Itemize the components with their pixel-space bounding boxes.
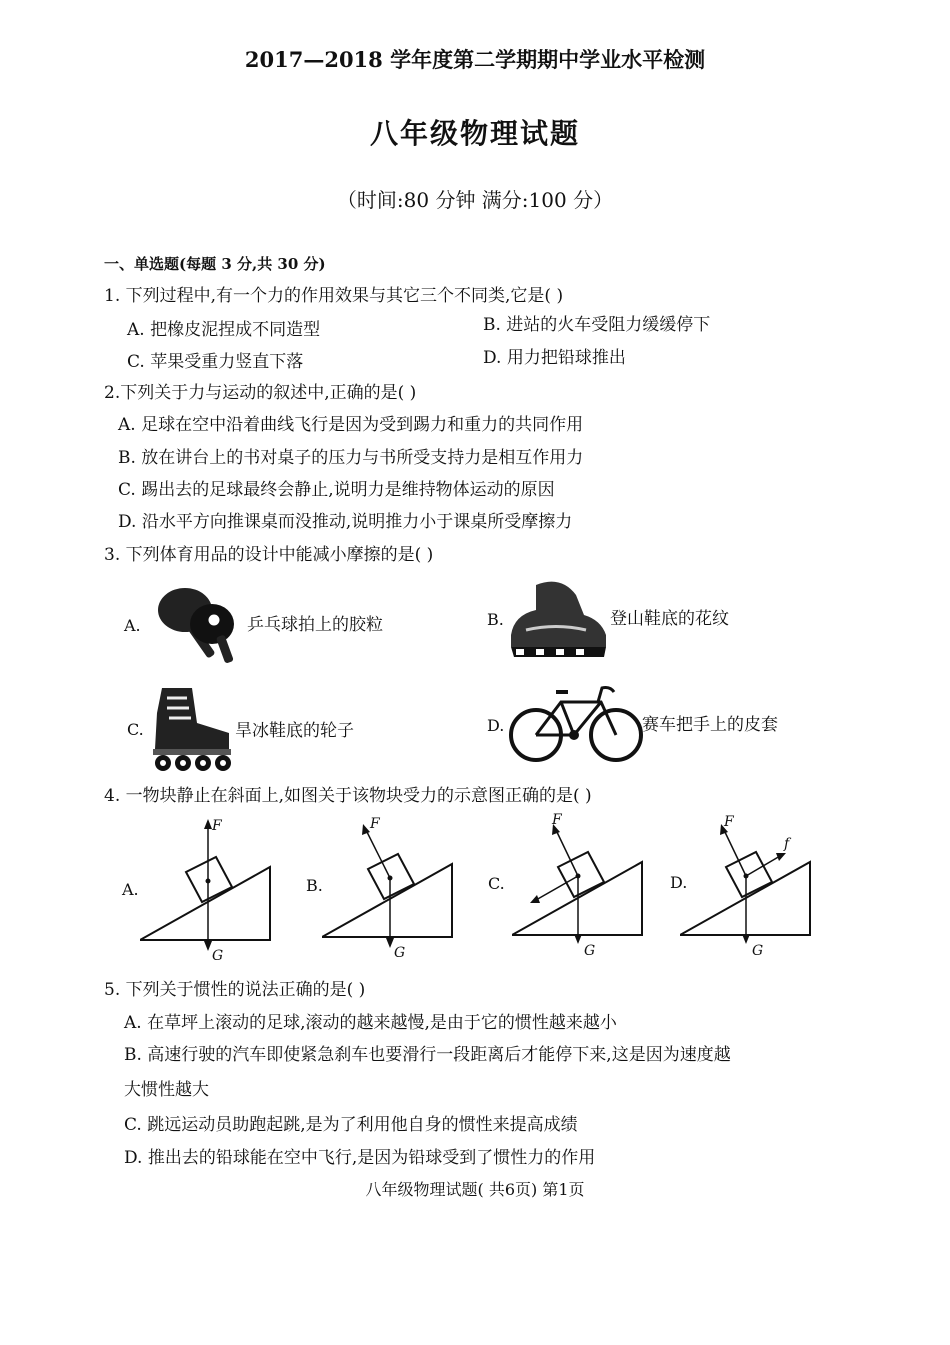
q3-option-d-label: D.	[487, 716, 505, 735]
q5-option-a: A. 在草坪上滚动的足球,滚动的越来越慢,是由于它的惯性越来越小	[124, 1013, 617, 1033]
exam-title: 八年级物理试题	[369, 117, 580, 150]
q1-option-c: C. 苹果受重力竖直下落	[127, 352, 304, 372]
page-footer: 八年级物理试题( 共6页) 第1页	[365, 1180, 585, 1199]
q5-option-d: D. 推出去的铅球能在空中飞行,是因为铅球受到了惯性力的作用	[124, 1148, 596, 1168]
q5-option-b-line1: B. 高速行驶的汽车即使紧急刹车也要滑行一段距离后才能停下来,这是因为速度越	[124, 1045, 731, 1065]
q4-option-d-label: D.	[670, 873, 688, 892]
q4-stem: 4. 一物块静止在斜面上,如图关于该物块受力的示意图正确的是( )	[104, 786, 592, 806]
q4-d-force-g-label: G	[752, 943, 764, 959]
hiking-shoe-icon	[506, 575, 611, 665]
q4-c-force-g-label: G	[584, 943, 596, 959]
bicycle-icon	[506, 680, 646, 765]
q4-b-force-f-label: F	[370, 816, 380, 832]
q5-option-c: C. 跳远运动员助跑起跳,是为了利用他自身的惯性来提高成绩	[124, 1115, 578, 1135]
q4-option-a-label: A.	[122, 880, 139, 899]
q4-c-force-f-label: F	[552, 812, 562, 828]
q4-d-force-f-label: F	[724, 814, 734, 830]
q4-diagram-d	[680, 810, 820, 960]
q1-option-d: D. 用力把铅球推出	[483, 348, 626, 368]
ping-pong-paddle-icon	[150, 580, 245, 665]
q1-option-a: A. 把橡皮泥捏成不同造型	[127, 320, 321, 340]
q3-option-b-text: 登山鞋底的花纹	[610, 609, 729, 629]
q2-option-a: A. 足球在空中沿着曲线飞行是因为受到踢力和重力的共同作用	[118, 415, 584, 435]
q5-stem: 5. 下列关于惯性的说法正确的是( )	[104, 980, 366, 1000]
exam-term: 2017—2018 学年度第二学期期中学业水平检测	[244, 47, 706, 72]
q4-d-force-fric-label: f	[784, 836, 790, 852]
q4-diagram-c	[512, 810, 652, 960]
q3-option-c-text: 旱冰鞋底的轮子	[235, 721, 354, 741]
q4-diagram-a	[140, 815, 280, 965]
q2-stem: 2.下列关于力与运动的叙述中,正确的是( )	[104, 383, 417, 403]
q2-option-c: C. 踢出去的足球最终会静止,说明力是维持物体运动的原因	[118, 480, 555, 500]
q3-option-d-text: 赛车把手上的皮套	[642, 715, 778, 735]
q3-option-c-label: C.	[127, 720, 144, 739]
q4-a-force-f-label: F	[212, 818, 222, 834]
q3-option-a-text: 乒乓球拍上的胶粒	[247, 615, 383, 635]
section-title: 一、单选题(每题 3 分,共 30 分)	[104, 255, 326, 273]
exam-info: （时间:80 分钟 满分:100 分）	[336, 188, 614, 212]
q4-option-c-label: C.	[488, 874, 505, 893]
q3-stem: 3. 下列体育用品的设计中能减小摩擦的是( )	[104, 545, 434, 565]
q2-option-b: B. 放在讲台上的书对桌子的压力与书所受支持力是相互作用力	[118, 448, 584, 468]
q3-option-b-label: B.	[487, 610, 504, 629]
q1-option-b: B. 进站的火车受阻力缓缓停下	[483, 315, 711, 335]
q4-a-force-g-label: G	[212, 948, 224, 964]
q2-option-d: D. 沿水平方向推课桌而没推动,说明推力小于课桌所受摩擦力	[118, 512, 573, 532]
q5-option-b-line2: 大惯性越大	[124, 1080, 209, 1100]
q4-diagram-b	[322, 812, 462, 962]
q4-option-b-label: B.	[306, 876, 323, 895]
q1-stem: 1. 下列过程中,有一个力的作用效果与其它三个不同类,它是( )	[104, 286, 564, 306]
q4-b-force-g-label: G	[394, 945, 406, 961]
q3-option-a-label: A.	[124, 616, 141, 635]
roller-skate-icon	[147, 683, 237, 773]
